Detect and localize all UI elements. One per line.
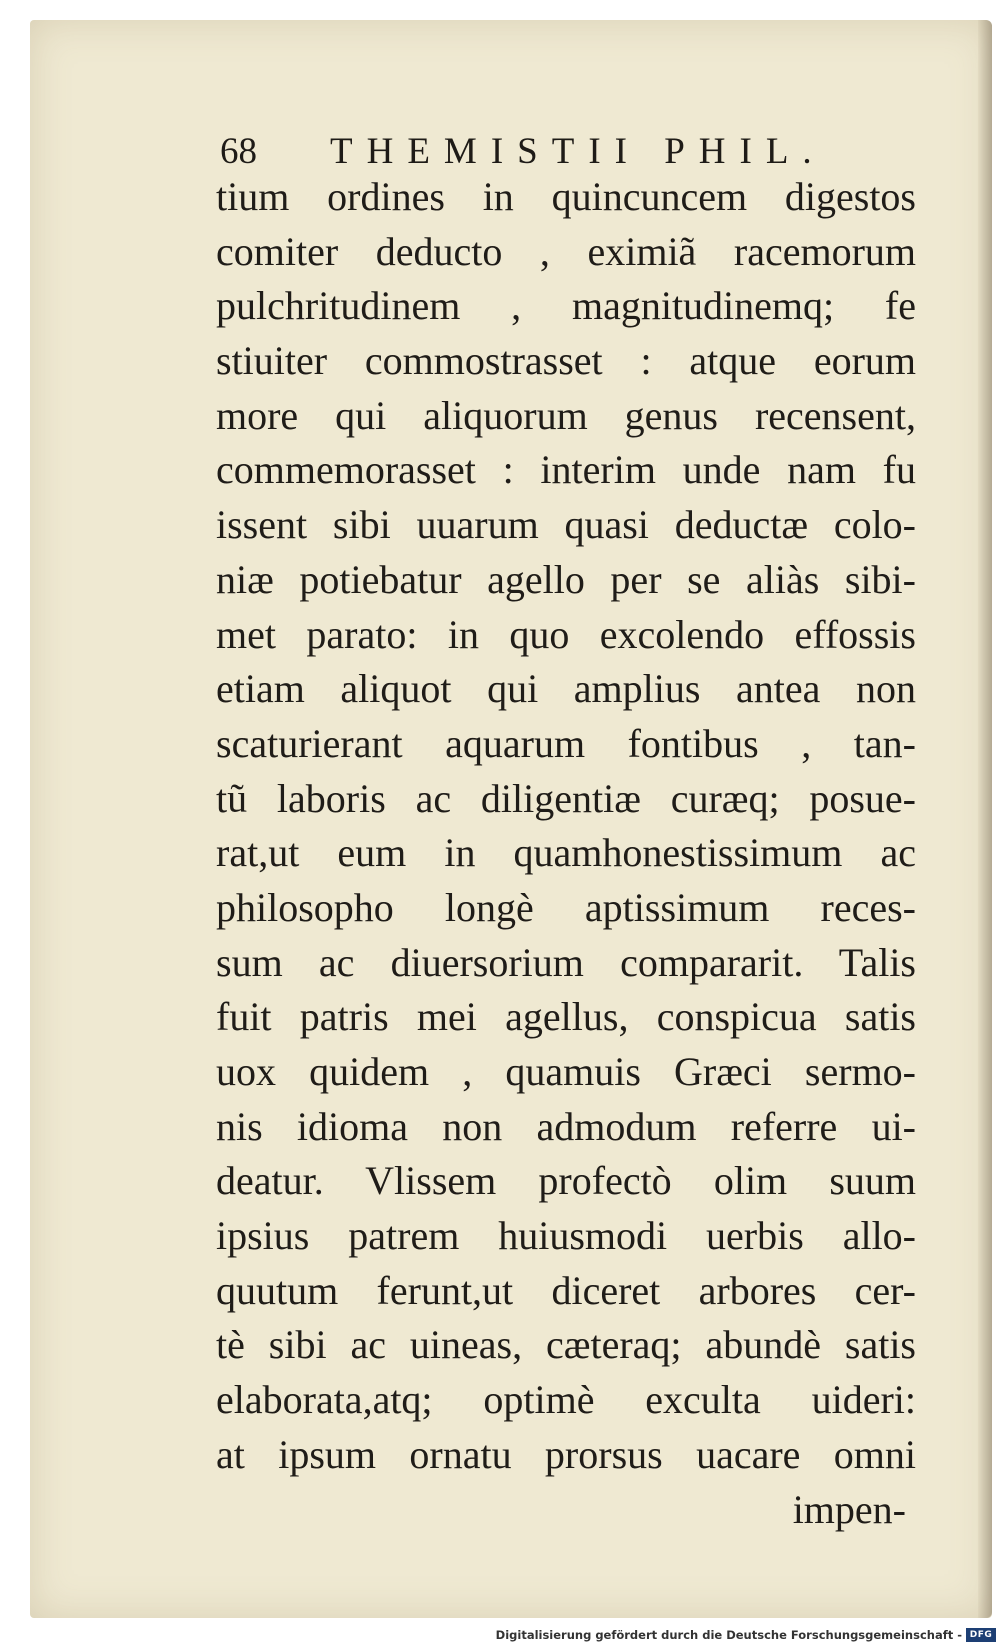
text-line: ipsius patrem huiusmodi uerbis allo- <box>216 1213 916 1259</box>
text-line: rat,ut eum in quamhonestissimum ac <box>216 830 916 876</box>
text-line: met parato: in quo excolendo effossis <box>216 611 916 657</box>
text-line: elaborata,atq; optimè exculta uideri: <box>216 1377 916 1423</box>
text-line: deatur. Vlissem profectò olim suum <box>216 1158 916 1204</box>
text-line: commemorasset : interim unde nam fu <box>216 447 916 493</box>
text-line: at ipsum ornatu prorsus uacare omni <box>216 1431 916 1477</box>
text-line: fuit patris mei agellus, conspicua satis <box>216 994 916 1040</box>
text-line: tè sibi ac uineas, cæteraq; abundè satis <box>216 1322 916 1368</box>
catchword: impen- <box>792 1486 906 1532</box>
text-line: more qui aliquorum genus recensent, <box>216 392 916 438</box>
text-line: pulchritudinem , magnitudinemq; fe <box>216 283 916 329</box>
text-line: uox quidem , quamuis Græci sermo- <box>216 1049 916 1094</box>
text-line: quutum ferunt,ut diceret arbores cer- <box>216 1267 916 1313</box>
page-header <box>220 128 840 176</box>
funding-note: Digitalisierung gefördert durch die Deutsche Forschungsgemeinschaft - <box>495 1628 962 1642</box>
text-line: sum ac diuersorium compararit. Talis <box>216 939 916 985</box>
running-title: THEMISTII PHIL. <box>330 131 826 172</box>
text-line: issent sibi uuarum quasi deductæ colo- <box>216 502 916 548</box>
text-line: comiter deducto , eximiã racemorum <box>216 228 916 274</box>
text-line: tium ordines in quincuncem digestos <box>216 174 916 219</box>
body-text <box>216 170 916 1537</box>
text-line: niæ potiebatur agello per se aliàs sibi- <box>216 556 916 602</box>
page-number: 68 <box>220 131 257 172</box>
text-line: etiam aliquot qui amplius antea non <box>216 666 916 712</box>
page-edge-shadow <box>978 20 992 1618</box>
text-line: tũ laboris ac diligentiæ curæq; posue- <box>216 775 916 821</box>
dfg-logo: DFG <box>966 1628 996 1642</box>
text-line: scaturierant aquarum fontibus , tan- <box>216 720 916 766</box>
text-line: stiuiter commostrasset : atque eorum <box>216 338 916 384</box>
text-line: philosopho longè aptissimum reces- <box>216 884 916 930</box>
text-line: nis idioma non admodum referre ui- <box>216 1103 916 1149</box>
